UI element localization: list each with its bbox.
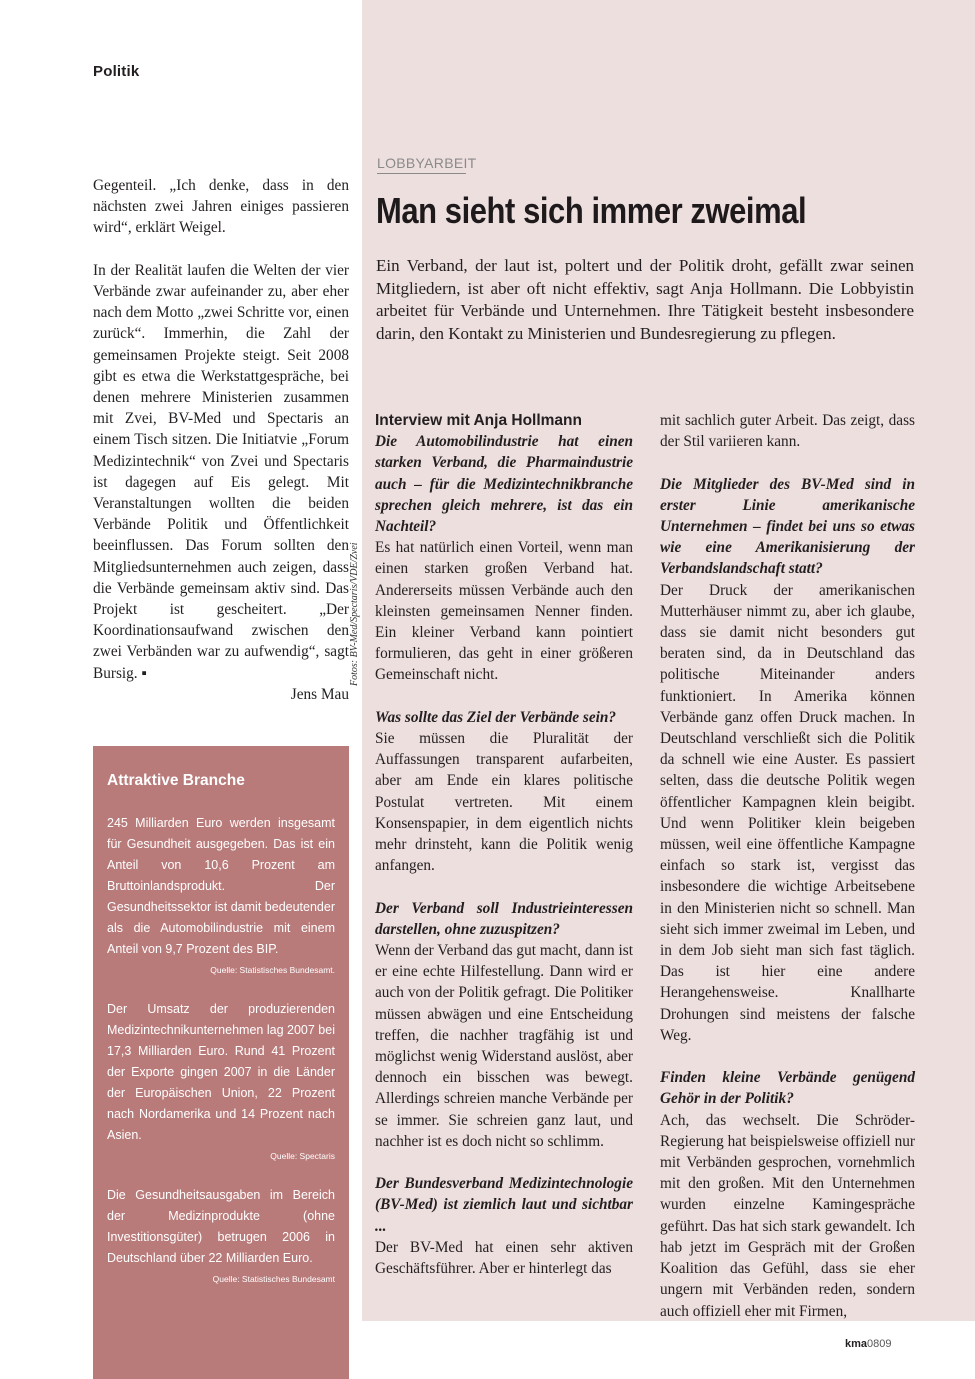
article-lead: Ein Verband, der laut ist, poltert und der Politik droht, gefällt zwar seinen Mitgliedern, ist aber oft nicht effektiv, sagt Anja Hollmann. Die Lobbyistin arbeitet für Verbände und Unternehmen. Ihre Tätigkeit besteht insbesondere darin, den Kontakt zu Ministerien und Bundesregierung zu pflegen. <box>376 256 914 343</box>
info-box-text: 245 Milliarden Euro werden insgesamt für Gesundheit ausgegeben. Das ist ein Anteil von 10,6 Prozent am Bruttoinlandsprodukt. Der Gesundheitssektor ist damit bedeutender als die Automobilindustrie mit einem Anteil von 9,7 Prozent des BIP. <box>107 816 335 956</box>
interview-answer: Der BV-Med hat einen sehr aktiven Geschäftsführer. Aber er hinterlegt das <box>375 1238 633 1278</box>
photo-credit: Fotos: BV-Med/Spectaris/VDE/Zvei <box>349 542 360 686</box>
interview-answer: Es hat natürlich einen Vorteil, wenn man einen starken großen Verband hat. Andererseits müssen Verbände auch den kleinsten gemeinsamen Nenner finden. Ein kleiner Verband kann pointiert formulieren, das geht in einer größeren Gemeinschaft nicht. <box>375 539 633 684</box>
interview-heading: Interview mit Anja Hollmann <box>375 412 582 429</box>
info-box-source: Quelle: Statistisches Bundesamt. <box>210 965 335 975</box>
article-headline: Man sieht sich immer zweimal <box>376 190 807 231</box>
left-column <box>93 175 349 705</box>
info-box-text: Die Gesundheitsausgaben im Bereich der Medizinprodukte (ohne Investitionsgüter) betrugen 2006 in Deutschland über 22 Milliarden Euro. <box>107 1188 335 1265</box>
interview-question: Die Mitglieder des BV-Med sind in erster Linie amerikanische Unternehmen – findet bei uns so etwas wie eine Amerikanisierung der Verbandslandschaft statt? <box>660 475 915 578</box>
article-kicker: LOBBYARBEIT <box>377 155 477 171</box>
interview-answer: Wenn der Verband das gut macht, dann ist er eine echte Hilfestellung. Dann wird er auch von der Politik gefragt. Die Politiker müssen abwägen und eine Entscheidung treffen, die nachher tragfähig ist und möglichst wenig Widerstand auslöst, aber dennoch ein bisschen was bewegt. Allerdings schreien manche Verbände per se immer. Sie schreien ganz laut, und nachher ist es doch nicht so schlimm. <box>375 942 633 1150</box>
info-box-title: Attraktive Branche <box>107 772 245 789</box>
interview-question: Der Verband soll Industrieinteressen darstellen, ohne zuzuspitzen? <box>375 899 633 938</box>
kicker-underline <box>377 173 466 174</box>
interview-question: Die Automobilindustrie hat einen starken Verband, die Pharmaindustrie auch – für die Medizintechnikbranche sprechen gleich mehrere, ist das ein Nachteil? <box>375 433 633 536</box>
page-footer <box>845 1338 892 1350</box>
section-label: Politik <box>93 63 140 80</box>
magazine-brand: kma <box>845 1338 868 1350</box>
issue-number: 0809 <box>867 1338 892 1350</box>
info-box <box>93 746 349 1379</box>
interview-answer: Der Druck der amerikanischen Mutterhäuser nimmt zu, aber ich glaube, dass sie damit nicht besonders gut beraten sind, da in Deutschland das politische Miteinander anders funktioniert. In Amerika können Verbände ganz offen Druck machen. In Deutschland verschließt sich die Politik da schnell wie eine Auster. Es passiert selten, dass die deutsche Politik wegen öffentlicher Kampagnen klein beigibt. Und wenn Politiker klein beigeben müssen, weil eine öffentliche Kampagne einfach so stark ist, vergisst das insbesondere die wichtige Arbeitsebene in den Ministerien nicht so schnell. Man sieht sich immer zweimal im Leben, und in dem Job sieht man sich fast täglich. Das ist hier eine andere Herangehensweise. Knallharte Drohungen sind meistens der falsche Weg. <box>660 581 915 1044</box>
interview-column-left <box>375 410 633 1279</box>
author-byline: Jens Mau <box>290 685 349 703</box>
interview-question: Was sollte das Ziel der Verbände sein? <box>375 708 617 726</box>
interview-column-right <box>660 410 915 1322</box>
interview-answer: Ach, das wechselt. Die Schröder-Regierung hat beispielsweise offiziell nur mit Verbänden gesprochen, vornehmlich mit den großen. Mit den Unternehmen wurden einzelne Kamingespräche geführt. Das hat sich stark gewandelt. Ich hab jetzt im Gespräch mit der Großen Koalition das Gefühl, dass sie eher ungern mit Verbänden reden, sondern auch offiziell eher mit Firmen, <box>660 1111 915 1320</box>
interview-answer-continued: mit sachlich guter Arbeit. Das zeigt, dass der Stil variieren kann. <box>660 412 915 451</box>
interview-question: Finden kleine Verbände genügend Gehör in der Politik? <box>660 1069 915 1108</box>
interview-question: Der Bundesverband Medizintechnologie (BV-Med) ist ziemlich laut und sichtbar ... <box>375 1175 633 1235</box>
info-box-text: Der Umsatz der produzierenden Medizintechnikunternehmen lag 2007 bei 17,3 Milliarden Euro. Rund 41 Prozent der Exporte gingen 2007 in die Länder der Europäischen Union, 22 Prozent nach Nordamerika und 14 Prozent nach Asien. <box>107 1002 335 1142</box>
left-paragraph-2: In der Realität laufen die Welten der vier Verbände zwar aufeinander zu, aber eher nach dem Motto „zwei Schritte vor, einen zurück“. Immerhin, die Zahl der gemeinsamen Projekte steigt. Seit 2008 gibt es etwa die Werkstattgespräche, bei denen mehrere Ministerien zusammen mit Zvei, BV-Med und Spectaris an einem Tisch sitzen. Die Initiatvie „Forum Medizintechnik“ von Zvei und Spectaris ist dagegen auf Eis gelegt. Mit Veranstaltungen wollten die beiden Verbände Politik und Öffentlichkeit beeinflussen. Das Forum sollten den Mitgliedsunternehmen auch zeigen, dass die Verbände gemeinsam aktiv sind. Das Projekt ist gescheitert. „Der Koordinationsaufwand zwischen den zwei Verbänden war zu aufwendig“, sagt Bursig. ▪ <box>93 261 349 682</box>
interview-answer: Sie müssen die Pluralität der Auffassungen transparent aufarbeiten, aber am Ende ein klares politische Postulat vertreten. Mit einem Konsenspapier, in dem eigentlich nichts mehr drinsteht, kann die Politik wenig anfangen. <box>375 730 633 875</box>
info-box-source: Quelle: Statistisches Bundesamt <box>212 1274 335 1284</box>
info-box-source: Quelle: Spectaris <box>270 1151 335 1161</box>
left-paragraph-1: Gegenteil. „Ich denke, dass in den nächsten zwei Jahren einiges passieren wird“, erklärt Weigel. <box>93 177 349 237</box>
